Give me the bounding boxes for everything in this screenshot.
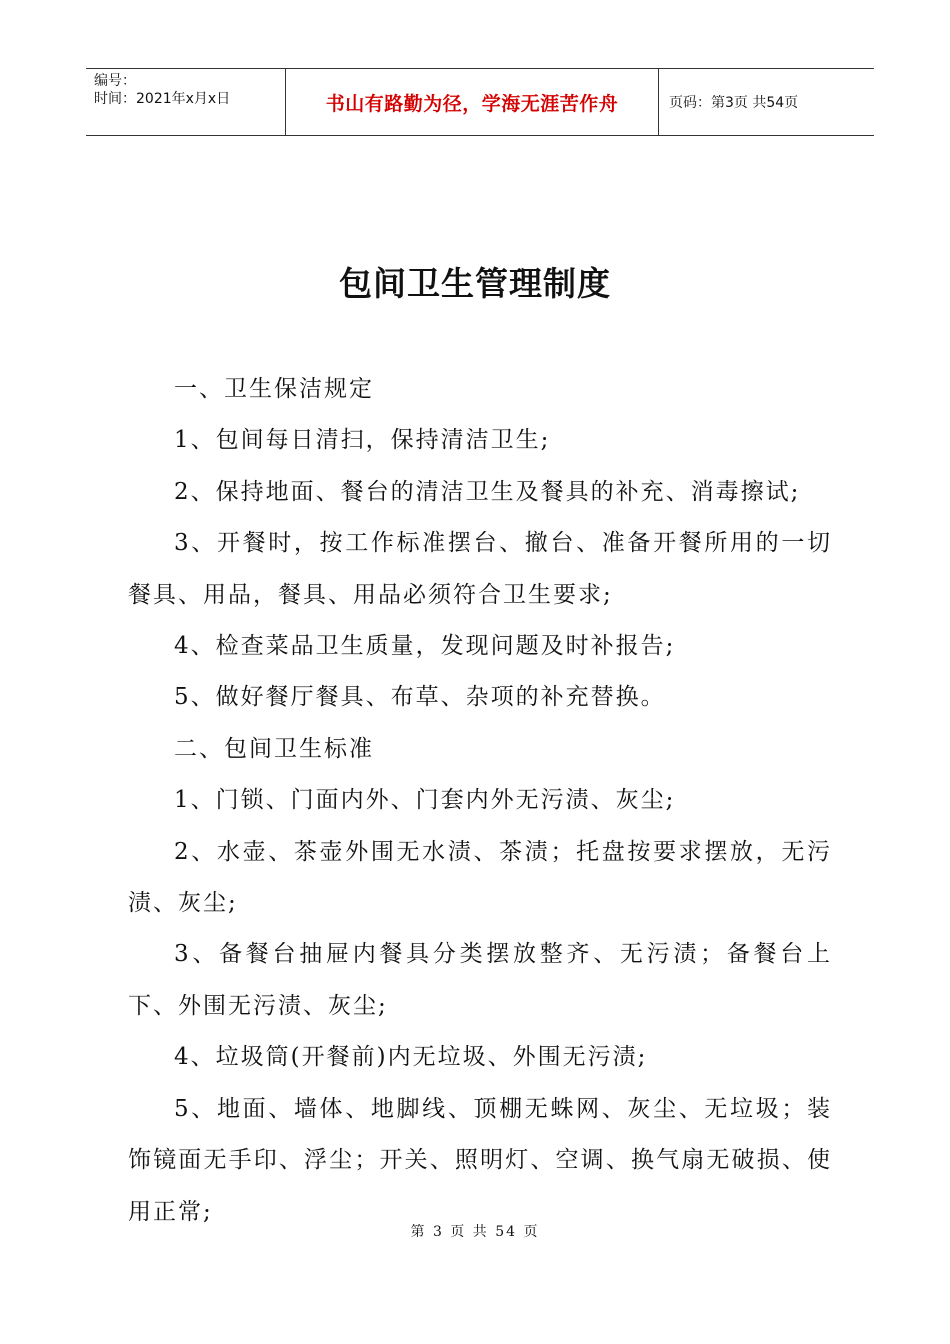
paragraph: 3、开餐时，按工作标准摆台、撤台、准备开餐所用的一切餐具、用品，餐具、用品必须符合卫生要求; [128, 530, 832, 608]
paragraph: 4、垃圾筒(开餐前)内无垃圾、外围无污渍; [174, 1044, 648, 1071]
header-page-info: 页码：第3页 共54页 [669, 95, 799, 111]
paragraph: 4、检查菜品卫生质量，发现问题及时补报告; [174, 633, 676, 660]
section-heading: 一、卫生保洁规定 [174, 376, 374, 402]
header-motto: 书山有路勤为径，学海无涯苦作舟 [325, 92, 619, 115]
document-number-label: 编号： [94, 73, 136, 89]
document-title: 包间卫生管理制度 [339, 264, 611, 303]
document-body [128, 364, 832, 1238]
header-page-cell [659, 69, 874, 135]
paragraph: 5、地面、墙体、地脚线、顶棚无蛛网、灰尘、无垃圾；装饰镜面无手印、浮尘；开关、照明灯、空调、换气扇无破损、使用正常; [128, 1095, 832, 1225]
header-meta-cell [86, 69, 286, 135]
document-time: 时间：2021年x月x日 [94, 91, 231, 107]
paragraph: 2、保持地面、餐台的清洁卫生及餐具的补充、消毒擦试; [174, 478, 801, 505]
paragraph: 1、门锁、门面内外、门套内外无污渍、灰尘; [174, 787, 676, 814]
paragraph: 1、包间每日清扫，保持清洁卫生; [174, 427, 551, 454]
header-motto-cell [286, 69, 659, 135]
paragraph: 5、做好餐厅餐具、布草、杂项的补充替换。 [174, 684, 666, 711]
section-heading: 二、包间卫生标准 [174, 735, 374, 762]
header-table [86, 68, 874, 136]
paragraph: 2、水壶、茶壶外围无水渍、茶渍；托盘按要求摆放，无污渍、灰尘; [128, 838, 832, 917]
paragraph: 3、备餐台抽屉内餐具分类摆放整齐、无污渍；备餐台上下、外围无污渍、灰尘; [128, 941, 832, 1019]
page-footer: 第 3 页 共 54 页 [410, 1224, 540, 1240]
